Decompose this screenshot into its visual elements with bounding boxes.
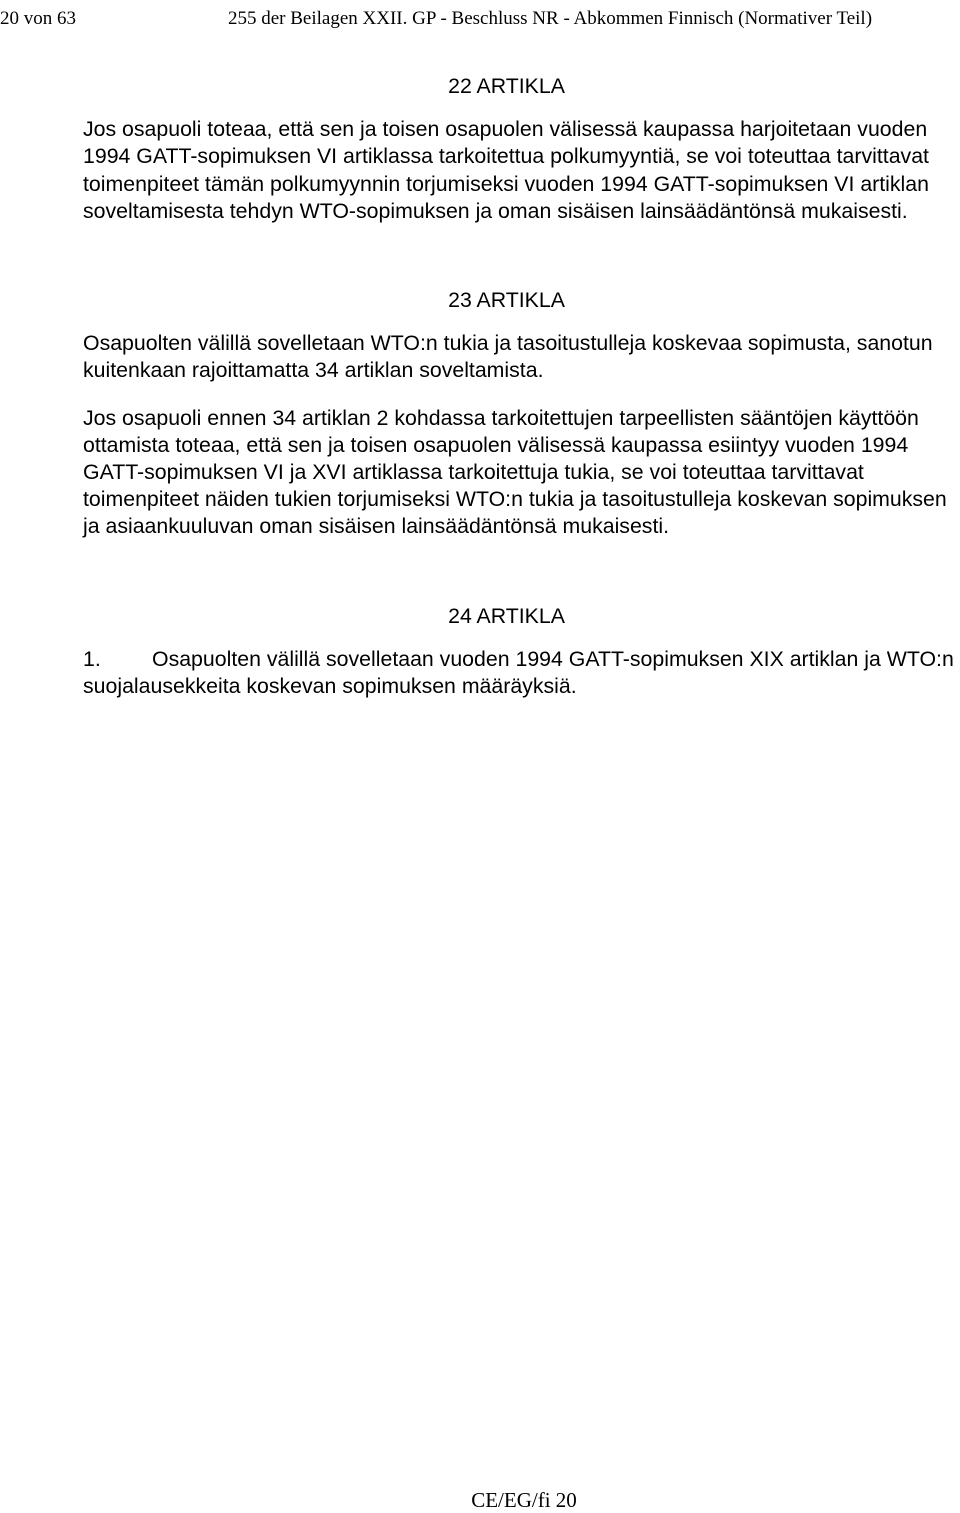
article-paragraph: Jos osapuoli toteaa, että sen ja toisen osapuolen välisessä kaupassa harjoitetaan vuoden 1994 GATT-sopimuksen VI artiklassa tarkoitettua polkumyyntiä, se voi toteuttaa tarvittavat toimenpiteet tämän polkumyynnin torjumiseksi vuoden 1994 GATT-sopimuksen VI artiklan soveltamisesta tehdyn WTO-sopimuksen ja oman sisäisen lainsäädäntönsä mukaisesti.: [83, 117, 929, 223]
article-heading: 24 ARTIKLA: [448, 603, 565, 628]
article-heading: 22 ARTIKLA: [448, 74, 565, 98]
article-paragraph: Jos osapuoli ennen 34 artiklan 2 kohdassa tarkoitettujen tarpeellisten sääntöjen käyttöön ottamista toteaa, että sen ja toisen osapuolen välisessä kaupassa esiintyy vuoden 1994: [83, 405, 919, 457]
item-number: 1.: [83, 646, 101, 671]
document-body: [83, 73, 960, 700]
page-indicator: 20 von 63: [0, 8, 76, 29]
article-23: [83, 287, 960, 541]
article-24: [83, 603, 960, 701]
item-text: Osapuolten välillä sovelletaan vuoden 1994 GATT-sopimuksen XIX artiklan ja WTO:n suojalausekkeita koskevan sopimuksen määräyksiä.: [83, 646, 954, 699]
article-paragraph: GATT-sopimuksen VI ja XVI artiklassa tarkoitettuja tukia, se voi toteuttaa tarvittavat toimenpiteet näiden tukien torjumiseksi WTO:n tukia ja tasoitustulleja koskevan sopimuksen ja asiaankuuluvan oman sisäisen lainsäädäntönsä mukaisesti.: [83, 460, 947, 539]
article-22: [83, 73, 960, 225]
page-footer: [0, 1487, 960, 1513]
article-heading: 23 ARTIKLA: [448, 288, 565, 313]
footer-reference: CE/EG/fi 20: [471, 1488, 577, 1512]
article-paragraph: Osapuolten välillä sovelletaan WTO:n tukia ja tasoitustulleja koskevaa sopimusta, sanotun kuitenkaan rajoittamatta 34 artiklan soveltamista.: [83, 331, 933, 383]
numbered-item: [83, 646, 960, 700]
document-title: 255 der Beilagen XXII. GP - Beschluss NR - Abkommen Finnisch (Normativer Teil): [228, 8, 873, 29]
